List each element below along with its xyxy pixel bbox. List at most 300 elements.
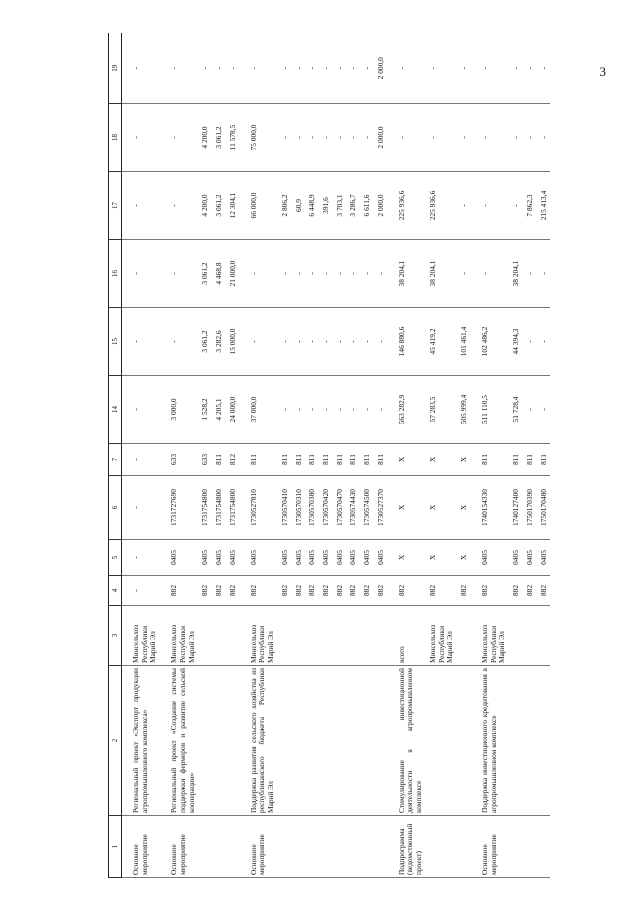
table-row	[212, 34, 226, 878]
table-cell: Региональный проект «Создание системы поддержки фермеров и развитие сельской кооперации»	[160, 666, 198, 816]
table-cell: 882	[523, 576, 537, 606]
table-cell: -	[537, 308, 551, 376]
table-cell: 882	[426, 576, 457, 606]
table-cell: 4 205,1	[212, 376, 226, 444]
table-cell: -	[457, 240, 471, 308]
table-cell: 811	[319, 444, 333, 476]
table-cell: 391,6	[319, 172, 333, 240]
table-cell: 6 611,6	[360, 172, 374, 240]
table-cell: -	[319, 308, 333, 376]
table-cell: -	[346, 104, 360, 172]
table-cell: -	[278, 376, 292, 444]
table-cell: -	[346, 240, 360, 308]
table-row	[319, 34, 333, 878]
table-cell: -	[333, 376, 347, 444]
table-cell: Региональный проект «Экспорт продукции агропромышленного комплекса»	[122, 666, 161, 816]
table-cell	[212, 606, 226, 666]
table-row	[198, 34, 212, 878]
table-cell: 882	[292, 576, 306, 606]
table-cell: 3 061,2	[212, 104, 226, 172]
table-cell: -	[305, 104, 319, 172]
table-cell: -	[122, 540, 161, 576]
table-cell: -	[374, 376, 388, 444]
table-cell: 0405	[278, 540, 292, 576]
table-cell: 1730570380	[305, 476, 319, 540]
table-cell: X	[457, 540, 471, 576]
table-cell: 1730574430	[346, 476, 360, 540]
table-cell: 1750170480	[537, 476, 551, 540]
table-cell: Минсельхоз Республики Марий Эл	[426, 606, 457, 666]
table-cell: 215 413,4	[537, 172, 551, 240]
table-cell: -	[537, 376, 551, 444]
table-cell: -	[537, 104, 551, 172]
table-cell: 0405	[346, 540, 360, 576]
table-cell: 0405	[160, 540, 198, 576]
table-row	[509, 34, 523, 878]
table-cell: X	[388, 476, 426, 540]
table-row	[160, 34, 198, 878]
col-header: 5	[109, 540, 122, 576]
table-cell	[212, 816, 226, 878]
table-cell	[346, 816, 360, 878]
table-cell: 11 578,5	[226, 104, 240, 172]
table-cell: 0405	[198, 540, 212, 576]
table-cell: 2 000,0	[374, 34, 388, 104]
col-header: 2	[109, 666, 122, 816]
table-cell: -	[360, 104, 374, 172]
table-cell: 4 468,8	[212, 240, 226, 308]
table-cell: 3 061,2	[198, 308, 212, 376]
table-cell	[333, 606, 347, 666]
table-cell: 4 200,0	[198, 104, 212, 172]
table-row	[305, 34, 319, 878]
table-cell: -	[122, 34, 161, 104]
table-row	[457, 34, 471, 878]
table-cell: 1730570310	[292, 476, 306, 540]
table-cell: 1750170390	[523, 476, 537, 540]
table-cell: Основное мероприятие	[240, 816, 278, 878]
table-cell: 2 000,0	[374, 104, 388, 172]
table-cell: Минсельхоз Республики Марий Эл	[122, 606, 161, 666]
table-cell: 1730570410	[278, 476, 292, 540]
table-cell: 811	[278, 444, 292, 476]
table-cell: 811	[346, 444, 360, 476]
table-cell: -	[226, 34, 240, 104]
table-cell	[374, 816, 388, 878]
table-cell: Основное мероприятие	[122, 816, 161, 878]
table-cell: 3 286,7	[346, 172, 360, 240]
table-cell: 44 394,3	[509, 308, 523, 376]
table-cell: Поддержка развития сельского хозяйства из республиканского бюджета Республики Марий Эл	[240, 666, 278, 816]
col-header: 16	[109, 240, 122, 308]
table-cell: -	[305, 376, 319, 444]
table-cell: 811	[292, 444, 306, 476]
table-cell	[523, 816, 537, 878]
table-cell: 4 200,0	[198, 172, 212, 240]
table-cell: 0405	[319, 540, 333, 576]
table-cell: 1740127400	[509, 476, 523, 540]
table-cell: 1730570470	[333, 476, 347, 540]
table-cell: X	[426, 444, 457, 476]
table-cell: -	[509, 172, 523, 240]
table-row	[278, 34, 292, 878]
table-cell: -	[160, 104, 198, 172]
table-cell	[537, 606, 551, 666]
col-header: 17	[109, 172, 122, 240]
table-cell	[198, 606, 212, 666]
table-cell: -	[509, 104, 523, 172]
table-cell: 38 204,1	[426, 240, 457, 308]
table-cell	[374, 606, 388, 666]
table-cell: 101 461,4	[457, 308, 471, 376]
col-header: 18	[109, 104, 122, 172]
table-cell	[319, 666, 333, 816]
table-cell: 225 936,6	[426, 172, 457, 240]
table-cell: Минсельхоз Республики Марий Эл	[471, 606, 509, 666]
table-cell: 811	[374, 444, 388, 476]
table-cell: 45 419,2	[426, 308, 457, 376]
table-cell: 2 806,2	[278, 172, 292, 240]
col-header: 6	[109, 476, 122, 540]
table-cell: 882	[471, 576, 509, 606]
table-cell: -	[212, 34, 226, 104]
table-cell: 882	[388, 576, 426, 606]
table-cell	[319, 606, 333, 666]
table-cell: X	[457, 444, 471, 476]
table-cell: -	[523, 240, 537, 308]
table-cell: -	[333, 308, 347, 376]
table-cell	[457, 816, 471, 878]
table-body	[122, 34, 551, 878]
table-cell: -	[292, 34, 306, 104]
table-cell: -	[305, 34, 319, 104]
table-row	[292, 34, 306, 878]
col-header: 19	[109, 34, 122, 104]
table-cell: 633	[198, 444, 212, 476]
table-row	[333, 34, 347, 878]
table-cell	[523, 606, 537, 666]
table-cell	[374, 666, 388, 816]
table-cell: 1730527810	[240, 476, 278, 540]
table-cell: -	[523, 104, 537, 172]
table-cell	[292, 606, 306, 666]
table-cell	[457, 606, 471, 666]
table-cell: -	[509, 34, 523, 104]
col-header: 3	[109, 606, 122, 666]
table-cell: -	[122, 172, 161, 240]
table-cell	[426, 666, 457, 816]
table-cell: -	[319, 240, 333, 308]
table-cell	[198, 666, 212, 816]
table-cell: 811	[212, 444, 226, 476]
table-cell	[509, 666, 523, 816]
table-cell	[292, 666, 306, 816]
table-cell: Поддержка инвестиционного кредитования в агропромышленном комплексе	[471, 666, 509, 816]
table-cell: 1731754800	[198, 476, 212, 540]
table-cell: 51 728,4	[509, 376, 523, 444]
table-cell: 0405	[374, 540, 388, 576]
table-cell	[212, 666, 226, 816]
table-cell: -	[426, 104, 457, 172]
table-cell: 38 204,1	[388, 240, 426, 308]
rotated-table-container	[108, 34, 630, 878]
table-cell: -	[471, 240, 509, 308]
table-cell: -	[388, 34, 426, 104]
table-cell: -	[122, 444, 161, 476]
table-cell	[305, 816, 319, 878]
table-cell: 37 000,0	[240, 376, 278, 444]
table-cell: X	[426, 540, 457, 576]
table-cell	[305, 666, 319, 816]
table-cell: 60,9	[292, 172, 306, 240]
table-cell: -	[457, 104, 471, 172]
table-cell: -	[240, 34, 278, 104]
budget-table	[108, 34, 550, 879]
table-row	[360, 34, 374, 878]
table-cell: 3 061,2	[212, 172, 226, 240]
table-cell: 3 282,6	[212, 308, 226, 376]
table-cell: -	[537, 34, 551, 104]
table-row	[374, 34, 388, 878]
table-cell: -	[374, 308, 388, 376]
table-row	[426, 34, 457, 878]
table-cell: Основное мероприятие	[471, 816, 509, 878]
col-header: 14	[109, 376, 122, 444]
table-cell: -	[160, 308, 198, 376]
table-cell: 3 703,1	[333, 172, 347, 240]
table-cell	[346, 606, 360, 666]
table-row	[388, 34, 426, 878]
table-cell: 1730570420	[319, 476, 333, 540]
table-cell	[226, 816, 240, 878]
table-cell: 38 204,1	[509, 240, 523, 308]
table-cell	[305, 606, 319, 666]
table-cell: -	[292, 240, 306, 308]
table-cell: 811	[240, 444, 278, 476]
table-cell	[360, 816, 374, 878]
table-cell	[333, 816, 347, 878]
table-cell: -	[278, 308, 292, 376]
table-cell: 1731754800	[226, 476, 240, 540]
table-cell	[457, 666, 471, 816]
table-cell: -	[122, 308, 161, 376]
table-row	[346, 34, 360, 878]
table-row	[537, 34, 551, 878]
table-cell: 811	[333, 444, 347, 476]
table-cell: 811	[537, 444, 551, 476]
table-cell: -	[122, 376, 161, 444]
table-cell: Подпрограмма (ведомственный проект)	[388, 816, 426, 878]
table-cell: 882	[346, 576, 360, 606]
table-cell: 882	[360, 576, 374, 606]
table-cell: Минсельхоз Республики Марий Эл	[160, 606, 198, 666]
table-cell	[226, 606, 240, 666]
table-cell: -	[122, 576, 161, 606]
table-row	[240, 34, 278, 878]
table-cell: 0405	[509, 540, 523, 576]
table-cell: 0405	[226, 540, 240, 576]
table-cell: 3 061,2	[198, 240, 212, 308]
table-cell: 1740154330	[471, 476, 509, 540]
table-cell: 21 000,0	[226, 240, 240, 308]
table-cell: -	[240, 308, 278, 376]
table-cell: 0405	[471, 540, 509, 576]
table-cell	[360, 606, 374, 666]
table-cell	[278, 666, 292, 816]
table-cell: X	[457, 476, 471, 540]
table-cell: -	[319, 376, 333, 444]
table-cell	[537, 666, 551, 816]
table-cell: 1731727690	[160, 476, 198, 540]
table-cell: -	[305, 308, 319, 376]
table-cell: -	[122, 104, 161, 172]
table-cell: 882	[457, 576, 471, 606]
table-cell	[292, 816, 306, 878]
table-cell: -	[457, 34, 471, 104]
table-cell: 882	[160, 576, 198, 606]
table-cell: -	[346, 34, 360, 104]
table-cell: 75 000,0	[240, 104, 278, 172]
table-row	[523, 34, 537, 878]
table-cell: -	[333, 34, 347, 104]
table-cell: -	[360, 34, 374, 104]
col-header: 7	[109, 444, 122, 476]
table-cell: 811	[509, 444, 523, 476]
table-cell: 12 304,1	[226, 172, 240, 240]
table-cell: -	[374, 240, 388, 308]
table-cell: -	[471, 172, 509, 240]
table-cell	[360, 666, 374, 816]
table-cell: 505 999,4	[457, 376, 471, 444]
table-cell: 0405	[292, 540, 306, 576]
table-cell	[346, 666, 360, 816]
table-cell: 882	[537, 576, 551, 606]
table-cell: -	[122, 240, 161, 308]
table-row	[122, 34, 161, 878]
table-cell: 15 000,0	[226, 308, 240, 376]
table-cell	[319, 816, 333, 878]
table-cell: 882	[305, 576, 319, 606]
table-cell: -	[471, 104, 509, 172]
table-cell: 811	[523, 444, 537, 476]
table-cell: -	[457, 172, 471, 240]
table-row	[226, 34, 240, 878]
table-cell: 811	[471, 444, 509, 476]
table-cell: -	[333, 240, 347, 308]
table-cell: -	[240, 240, 278, 308]
table-row	[471, 34, 509, 878]
table-cell	[537, 816, 551, 878]
table-cell: -	[278, 240, 292, 308]
table-cell: Стимулирование инвестиционной деятельности в агропромышленном комплексе	[388, 666, 426, 816]
table-cell: 882	[333, 576, 347, 606]
table-cell: X	[388, 540, 426, 576]
table-cell	[509, 816, 523, 878]
col-header: 1	[109, 816, 122, 878]
table-cell: 882	[319, 576, 333, 606]
table-cell: 7 862,3	[523, 172, 537, 240]
table-cell: -	[523, 308, 537, 376]
table-cell: 1 528,2	[198, 376, 212, 444]
table-cell: -	[346, 376, 360, 444]
table-cell: -	[537, 240, 551, 308]
table-cell: -	[388, 104, 426, 172]
table-cell: 3 000,0	[160, 376, 198, 444]
table-cell	[278, 606, 292, 666]
table-cell	[509, 606, 523, 666]
table-cell: 1730574500	[360, 476, 374, 540]
table-cell: -	[333, 104, 347, 172]
table-cell	[426, 816, 457, 878]
table-cell	[523, 666, 537, 816]
table-cell: 563 282,9	[388, 376, 426, 444]
table-cell: 102 486,2	[471, 308, 509, 376]
col-header: 15	[109, 308, 122, 376]
table-cell: X	[388, 444, 426, 476]
table-cell: 0405	[360, 540, 374, 576]
table-cell: -	[360, 240, 374, 308]
table-cell: 882	[226, 576, 240, 606]
table-cell: -	[160, 240, 198, 308]
table-cell: 882	[278, 576, 292, 606]
table-cell: 0405	[240, 540, 278, 576]
table-cell: -	[292, 104, 306, 172]
table-cell: -	[360, 308, 374, 376]
table-cell: X	[426, 476, 457, 540]
table-cell: 1731754800	[212, 476, 226, 540]
table-cell: всего	[388, 606, 426, 666]
table-cell: -	[523, 376, 537, 444]
table-cell: 882	[240, 576, 278, 606]
table-cell: -	[278, 34, 292, 104]
table-cell: 0405	[305, 540, 319, 576]
table-cell: 882	[374, 576, 388, 606]
table-cell: 812	[226, 444, 240, 476]
header-row	[109, 34, 122, 878]
table-cell: 66 000,0	[240, 172, 278, 240]
table-cell: 633	[160, 444, 198, 476]
table-cell: 882	[212, 576, 226, 606]
table-cell: 811	[305, 444, 319, 476]
table-cell: 146 880,6	[388, 308, 426, 376]
table-cell	[198, 816, 212, 878]
table-cell: 882	[198, 576, 212, 606]
table-cell: 0405	[212, 540, 226, 576]
table-cell: 0405	[537, 540, 551, 576]
table-cell: 1730527370	[374, 476, 388, 540]
table-cell: 225 936,6	[388, 172, 426, 240]
table-cell: -	[160, 172, 198, 240]
page-number: 3	[599, 64, 606, 79]
table-cell: 6 448,9	[305, 172, 319, 240]
table-cell: -	[122, 476, 161, 540]
table-cell: 57 283,5	[426, 376, 457, 444]
table-cell: 24 000,0	[226, 376, 240, 444]
table-cell: 882	[509, 576, 523, 606]
table-cell: -	[319, 104, 333, 172]
table-cell: Основное мероприятие	[160, 816, 198, 878]
table-cell: -	[198, 34, 212, 104]
table-cell: -	[360, 376, 374, 444]
table-cell: 511 110,5	[471, 376, 509, 444]
table-cell: -	[305, 240, 319, 308]
table-cell: -	[278, 104, 292, 172]
table-cell: -	[292, 376, 306, 444]
table-cell: 0405	[333, 540, 347, 576]
table-cell: -	[292, 308, 306, 376]
table-cell: 2 000,0	[374, 172, 388, 240]
table-cell	[226, 666, 240, 816]
